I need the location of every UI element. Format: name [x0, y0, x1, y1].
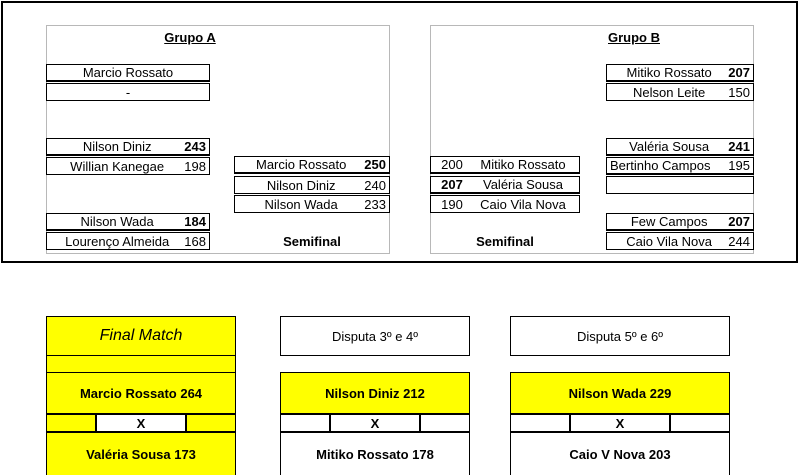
group-a-r2-player1 [46, 138, 210, 156]
player-name: Marcio Rossato [82, 65, 174, 80]
versus-mark: X [615, 415, 625, 431]
fifth-place-title [510, 316, 730, 356]
player-name: Mitiko Rossato [626, 65, 712, 80]
group-b-semi-player1 [430, 156, 580, 174]
final-top-text: Marcio Rossato 264 [79, 385, 203, 401]
third-title-text: Disputa 3º e 4º [331, 328, 419, 344]
player-score: 233 [364, 196, 386, 212]
player-score: 184 [184, 214, 206, 229]
player-score: 168 [184, 233, 206, 249]
third-x-row [280, 414, 470, 432]
third-top-player [280, 372, 470, 414]
third-top-text: Nilson Diniz 212 [325, 385, 425, 401]
player-score: 195 [728, 158, 750, 173]
final-spacer [46, 356, 236, 372]
final-match-title [46, 316, 236, 356]
player-name: Willian Kanegae [70, 158, 165, 174]
player-score: 244 [728, 233, 750, 249]
third-place-title [280, 316, 470, 356]
fifth-title-text: Disputa 5º e 6º [576, 328, 664, 344]
group-a-r3-player2 [46, 232, 210, 250]
group-b-r3-player2 [606, 232, 754, 250]
x-mid-cell [96, 414, 186, 432]
player-score: 240 [364, 177, 386, 193]
player-name: Nilson Diniz [82, 139, 152, 154]
group-b-title: Grupo B [608, 30, 660, 45]
final-top-player [46, 372, 236, 414]
x-right-cell [186, 414, 236, 432]
player-name: Bertinho Campos [610, 158, 711, 173]
fifth-top-player [510, 372, 730, 414]
group-b-semi-player3 [430, 195, 580, 213]
third-bottom-text: Mitiko Rossato 178 [316, 446, 434, 462]
player-name: Nelson Leite [633, 84, 706, 100]
player-name: Valéria Sousa [483, 177, 563, 192]
final-bottom-player [46, 432, 236, 475]
group-b-semi-player2 [430, 176, 580, 194]
x-mid-cell [330, 414, 420, 432]
group-b-r1-player2 [606, 83, 754, 101]
versus-mark: X [370, 415, 380, 431]
x-mid-cell [570, 414, 670, 432]
player-score: 250 [364, 157, 386, 172]
x-right-cell [670, 414, 730, 432]
final-bottom-text: Valéria Sousa 173 [86, 446, 196, 462]
player-score: 207 [728, 65, 750, 80]
player-name: Mitiko Rossato [480, 157, 566, 172]
fifth-top-text: Nilson Wada 229 [568, 385, 672, 401]
group-a-semi-player3 [234, 195, 390, 213]
group-b-r2-player1 [606, 138, 754, 156]
fifth-bottom-text: Caio V Nova 203 [569, 446, 671, 462]
group-b-r1-player1 [606, 64, 754, 82]
player-name: Nilson Diniz [266, 177, 336, 193]
group-a-semifinal-label: Semifinal [283, 234, 341, 249]
player-score: 190 [441, 196, 463, 212]
player-score: 150 [728, 84, 750, 100]
group-b-r2-empty [606, 176, 754, 194]
player-name: Caio Vila Nova [626, 233, 713, 249]
player-name: Caio Vila Nova [480, 196, 566, 212]
fifth-x-row [510, 414, 730, 432]
group-a-r3-player1 [46, 213, 210, 231]
group-a-semi-player2 [234, 176, 390, 194]
x-left-cell [46, 414, 96, 432]
group-a-r1-player1 [46, 64, 210, 82]
final-title-text: Final Match [99, 327, 183, 344]
group-b-r2-player2 [606, 157, 754, 175]
group-b-semifinal-label: Semifinal [476, 234, 534, 249]
player-score: 207 [728, 214, 750, 229]
group-a-title: Grupo A [164, 30, 216, 45]
player-name: Nilson Wada [80, 214, 154, 229]
player-score: 241 [728, 139, 750, 154]
player-name: Valéria Sousa [629, 139, 710, 154]
x-left-cell [280, 414, 330, 432]
fifth-bottom-player [510, 432, 730, 475]
group-a-semi-player1 [234, 156, 390, 174]
player-name: Nilson Wada [264, 196, 338, 212]
player-score: 200 [441, 157, 463, 172]
group-b-r3-player1 [606, 213, 754, 231]
x-left-cell [510, 414, 570, 432]
player-name: Marcio Rossato [255, 157, 347, 172]
versus-mark: X [136, 415, 146, 431]
player-score: 198 [184, 158, 206, 174]
player-name: Few Campos [630, 214, 708, 229]
x-right-cell [420, 414, 470, 432]
final-x-row [46, 414, 236, 432]
player-name: Lourenço Almeida [65, 233, 170, 249]
third-bottom-player [280, 432, 470, 475]
player-score: 243 [184, 139, 206, 154]
group-a-r1-player2 [46, 83, 210, 101]
player-name: - [125, 84, 131, 100]
group-a-r2-player2 [46, 157, 210, 175]
player-score: 207 [441, 177, 463, 192]
